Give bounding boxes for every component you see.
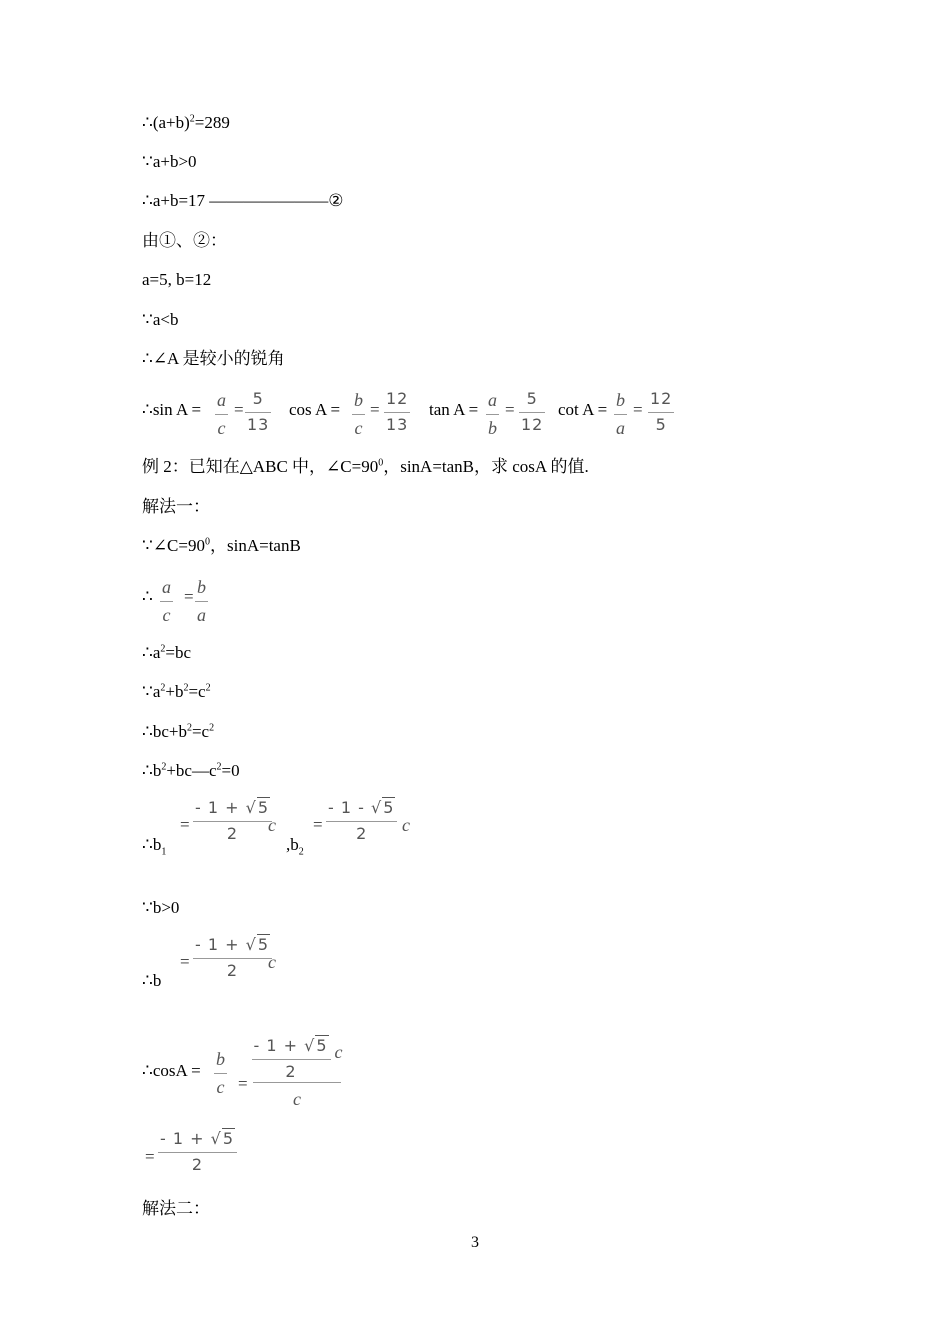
tan-fraction-value: 5 12 <box>521 389 544 434</box>
b1-c-variable: c <box>268 815 276 835</box>
b-root-fraction: - 1 + √5 2 <box>193 937 272 979</box>
fraction-b-over-a: b a <box>197 577 206 625</box>
cosA-b-over-c: b c <box>216 1049 225 1097</box>
cosA-main-bar <box>253 1082 341 1083</box>
cosA-equals: = <box>238 1074 248 1093</box>
page-number: 3 <box>471 1234 479 1251</box>
final-equals: = <box>145 1147 155 1166</box>
cos-fraction-value: 12 13 <box>386 389 409 434</box>
therefore-symbol: ∴ <box>142 587 153 606</box>
line-pythagoras: $\because a^2+b^2=c^2$ <box>142 682 211 701</box>
method-two-heading: 解法二： <box>142 1199 210 1218</box>
line-a-plus-b-17: ∴a+b=17 ———————② <box>142 191 344 210</box>
cot-equals: = <box>633 400 643 419</box>
cos-label: cos A = <box>289 400 341 419</box>
b2-equals: = <box>313 815 323 834</box>
b1-root-fraction: - 1 + √5 2 <box>193 800 272 842</box>
example-2-statement: 例 2：已知在△ABC 中，$\angle C=90^0$，sinA=tanB，求 cosA 的值. <box>142 457 589 476</box>
final-root-fraction: - 1 + √5 2 <box>158 1131 237 1173</box>
tan-fraction-symbolic: a b <box>488 390 497 438</box>
b1-label: $\therefore b_1$ <box>142 835 167 858</box>
line-a-less-b: ∵a<b <box>142 310 179 329</box>
line-a-b-values: a=5, b=12 <box>142 270 212 289</box>
b2-root-fraction: - 1 - √5 2 <box>326 800 397 842</box>
line-a-squared-bc: $\therefore a^2=bc$ <box>142 643 192 662</box>
line-bc-plus-b-squared: $\therefore bc+b^2=c^2$ <box>142 722 215 741</box>
line-b-positive: ∵b>0 <box>142 898 180 917</box>
sin-fraction-value: 5 13 <box>247 389 270 434</box>
cosA-inner-c: c <box>334 1041 343 1062</box>
tan-label: tan A = <box>429 400 479 419</box>
tan-equals: = <box>505 400 515 419</box>
line-a-plus-b-positive: ∵a+b>0 <box>142 152 197 171</box>
b2-c-variable: c <box>402 815 410 835</box>
cosA-label: ∴cosA = <box>142 1061 201 1080</box>
method-one-heading: 解法一： <box>142 497 210 516</box>
cot-fraction-symbolic: b a <box>616 390 625 438</box>
line-given: $\because\angle C=90^0$，sinA=tanB <box>142 536 301 555</box>
cosA-denominator-c: c <box>293 1089 301 1109</box>
b-equals: = <box>180 952 190 971</box>
line-a-plus-b-squared: $\therefore(a+b)^2=289$ <box>142 113 230 132</box>
line-from-1-2: 由①、②： <box>142 231 227 250</box>
b2-label: $,b_2$ <box>286 835 304 858</box>
line-angle-a-smaller: ∴∠A 是较小的锐角 <box>142 349 285 368</box>
cosA-inner-fraction: $\frac{- 1 + √5}{2}$ <box>252 1038 331 1080</box>
cosA-compound-fraction <box>253 1038 341 1110</box>
cos-equals: = <box>370 400 380 419</box>
sin-fraction-symbolic: a c <box>217 390 226 438</box>
cot-fraction-value: 12 5 <box>650 389 673 434</box>
sin-equals: = <box>234 400 244 419</box>
line-quadratic: $\therefore b^2+bc—c^2=0$ <box>142 761 240 780</box>
equals-sign: = <box>184 587 194 606</box>
sin-label: ∴sin A = <box>142 400 202 419</box>
b1-equals: = <box>180 815 190 834</box>
b-c-variable: c <box>268 952 276 972</box>
cot-label: cot A = <box>558 400 608 419</box>
b-label: ∴b <box>142 971 162 990</box>
fraction-a-over-c: a c <box>162 577 171 625</box>
cos-fraction-symbolic: b c <box>354 390 363 438</box>
